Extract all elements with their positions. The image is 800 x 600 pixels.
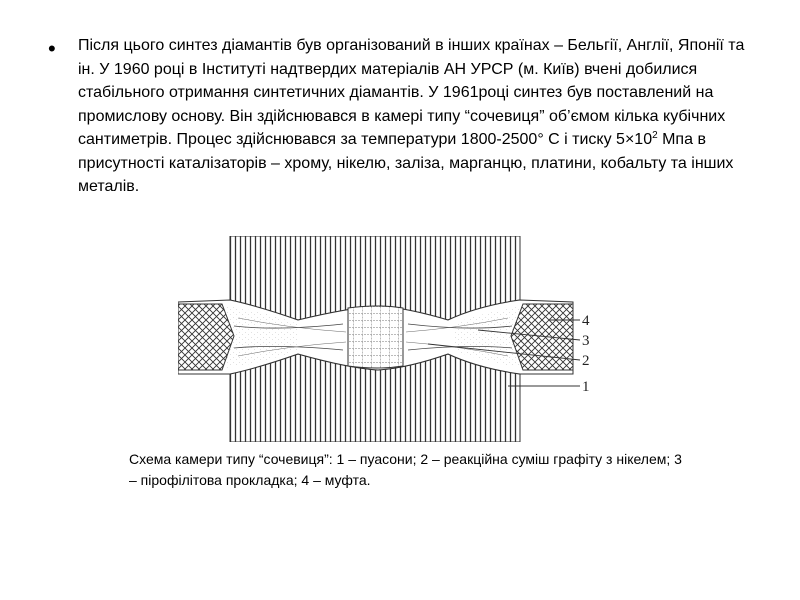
paragraph-text-start: Після цього синтез діамантів був організований в інших країнах – Бельгії, Англії, Японії та ін. У 1960 році в Інституті надтвердих матеріалів АН УРСР (м. Київ) вчені добилися стабільного отримання синтетичних діамантів. У 1961році синтез був поставлений на промислову основу. Він здійснювався в камері типу “сочевиця” об’ємом кілька кубічних сантиметрів. Процес здійснювався за температури 1800-2500° С і тиску 5×10 — [78, 37, 745, 148]
body-paragraph — [78, 34, 748, 199]
bullet-dot: • — [48, 36, 56, 61]
lens-chamber-diagram — [178, 236, 618, 442]
callout-4: 4 — [582, 313, 590, 329]
chamber-diagram-svg — [178, 236, 618, 442]
callout-1: 1 — [582, 379, 590, 395]
left-muff — [178, 304, 234, 370]
exponent: 2 — [652, 130, 658, 141]
reaction-mixture — [348, 306, 403, 368]
callout-3: 3 — [582, 333, 590, 349]
figure-caption: Схема камери типу “сочевиця”: 1 – пуасони; 2 – реакційна суміш графіту з нікелем; 3 – пірофілітова прокладка; 4 – муфта. — [129, 451, 682, 488]
callout-2: 2 — [582, 353, 590, 369]
right-muff — [511, 304, 573, 370]
paragraph-text-end: Мпа в присутності каталізаторів – хрому, нікелю, заліза, марганцю, платини, кобальту та інших металів. — [78, 131, 734, 195]
